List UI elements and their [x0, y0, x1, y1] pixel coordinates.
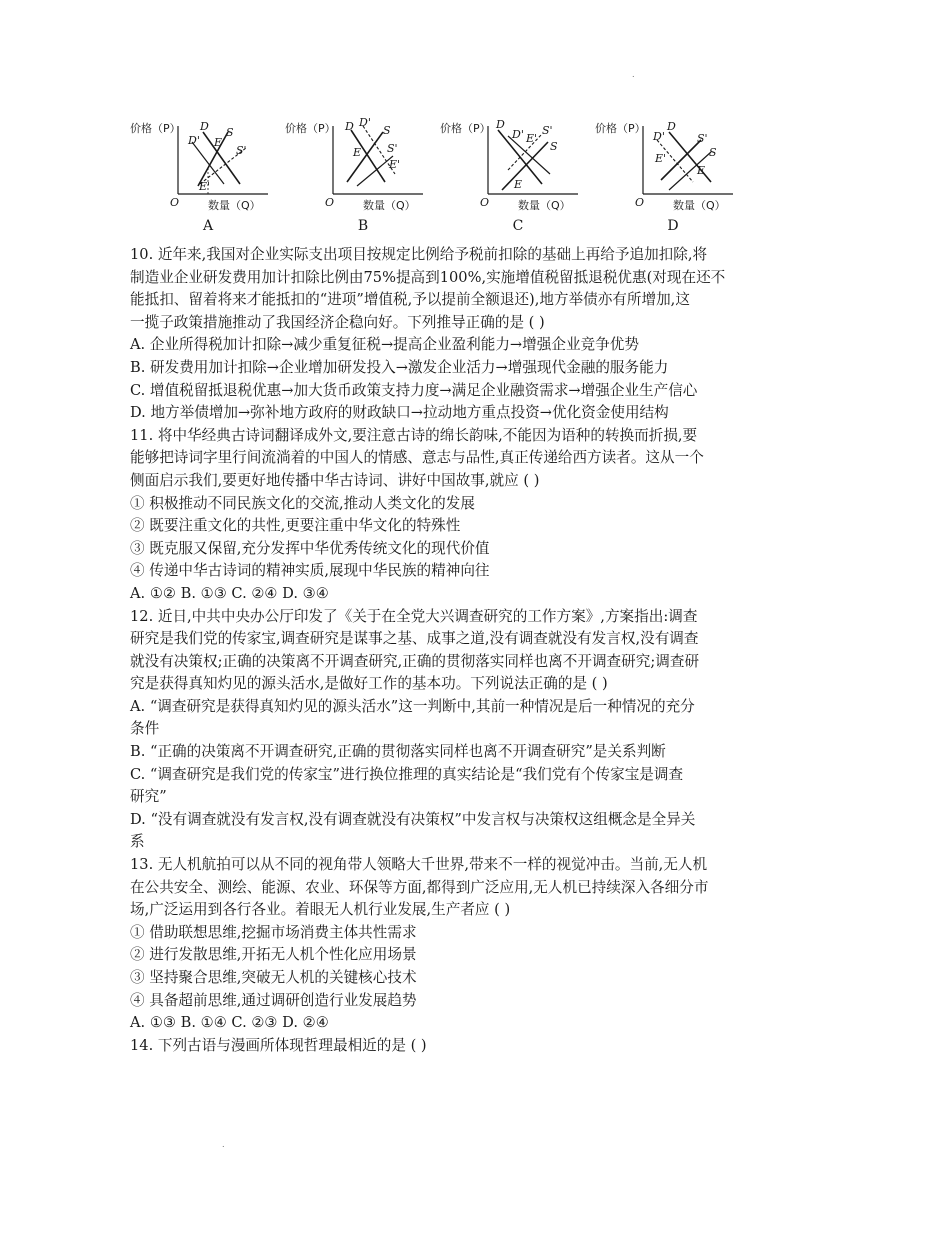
- graph-d-ylabel: 价格（P）: [595, 122, 646, 135]
- graph-d-origin: O: [635, 196, 645, 209]
- graph-a-ylabel: 价格（P）: [130, 122, 181, 135]
- graph-d-xlabel: 数量（Q）: [673, 199, 726, 212]
- graph-c: [438, 112, 588, 240]
- graph-d-label-d-prime: D': [653, 130, 665, 143]
- graph-a-origin: O: [170, 196, 180, 209]
- statement-line: ③ 既克服又保留,充分发挥中华优秀传统文化的现代价值: [130, 539, 490, 557]
- graph-c-label-e-prime: E': [526, 132, 538, 145]
- question-line: 一揽子政策措施推动了我国经济企稳向好。下列推导正确的是 ( ): [130, 313, 545, 331]
- option-line: D. “没有调查就没有发言权,没有调查就没有决策权”中发言权与决策权这组概念是全异关: [130, 810, 696, 828]
- graph-a-label-d: D: [200, 120, 209, 133]
- question-line: 能够把诗词字里行间流淌着的中国人的情感、意志与品性,真正传递给西方读者。这从一个: [130, 449, 704, 467]
- graph-a-label-s-prime: S': [236, 144, 247, 157]
- graph-b-xlabel: 数量（Q）: [363, 199, 416, 212]
- option-line: A. 企业所得税加计扣除→减少重复征税→提高企业盈利能力→增强企业竞争优势: [130, 336, 639, 354]
- graph-b: [283, 112, 433, 240]
- graph-b-plot: [283, 112, 433, 212]
- question-14: [130, 1035, 830, 1058]
- graph-d-label-e: E: [697, 164, 706, 177]
- option-line: C. “调查研究是我们党的传家宝”进行换位推理的真实结论是“我们党有个传家宝是调查: [130, 765, 684, 783]
- question-line: 就没有决策权;正确的决策离不开调查研究,正确的贯彻落实同样也离不开调查研究;调查研: [130, 652, 700, 670]
- graph-b-label-s: S: [383, 124, 391, 137]
- graph-a-plot: [128, 112, 278, 212]
- graph-d-label-e-prime: E': [655, 152, 667, 165]
- question-line: 究是获得真知灼见的源头活水,是做好工作的基本功。下列说法正确的是 ( ): [130, 675, 608, 693]
- graph-b-ylabel: 价格（P）: [285, 122, 336, 135]
- graph-c-label-d: D: [496, 118, 505, 131]
- stray-dot: .: [222, 1140, 225, 1149]
- question-line: 制造业企业研发费用加计扣除比例由75%提高到100%,实施增值税留抵退税优惠(对现在还不: [130, 268, 726, 286]
- statement-line: ④ 具备超前思维,通过调研创造行业发展趋势: [130, 991, 417, 1009]
- graph-d-caption: D: [667, 218, 679, 234]
- graph-a: [128, 112, 278, 240]
- option-line: A. “调查研究是获得真知灼见的源头活水”这一判断中,其前一种情况是后一种情况的充分: [130, 697, 695, 715]
- option-line: 研究”: [130, 788, 167, 806]
- question-12: [130, 606, 830, 855]
- supply-demand-graphs: [128, 112, 768, 240]
- graph-a-label-d-prime: D': [188, 134, 200, 147]
- question-line: 14. 下列古语与漫画所体现哲理最相近的是 ( ): [130, 1036, 427, 1054]
- option-line: 条件: [130, 720, 160, 738]
- graph-d-label-s-prime: S': [697, 132, 708, 145]
- statement-line: ④ 传递中华古诗词的精神实质,展现中华民族的精神向往: [130, 562, 490, 580]
- graph-d-label-s: S: [709, 146, 717, 159]
- statement-line: ② 既要注重文化的共性,更要注重中华文化的特殊性: [130, 517, 461, 535]
- graph-c-label-e: E: [514, 178, 523, 191]
- statement-line: ③ 坚持聚合思维,突破无人机的关键核心技术: [130, 969, 417, 986]
- option-line: A. ①③ B. ①④ C. ②③ D. ②④: [130, 1014, 329, 1032]
- question-line: 研究是我们党的传家宝,调查研究是谋事之基、成事之道,没有调查就没有发言权,没有调查: [130, 630, 699, 648]
- graph-c-ylabel: 价格（P）: [440, 122, 491, 135]
- graph-b-label-d: D: [345, 120, 354, 133]
- question-line: 在公共安全、测绘、能源、农业、环保等方面,都得到广泛应用,无人机已持续深入各细分市: [130, 878, 709, 896]
- graph-b-label-e-prime: E': [389, 158, 401, 171]
- graph-d: [593, 112, 743, 240]
- question-line: 能抵扣、留着将来才能抵扣的“进项”增值税,予以提前全额退还),地方举债亦有所增加,这: [130, 291, 690, 309]
- graph-c-label-d-prime: D': [512, 128, 524, 141]
- graph-c-xlabel: 数量（Q）: [518, 199, 571, 212]
- option-line: C. 增值税留抵退税优惠→加大货币政策支持力度→满足企业融资需求→增强企业生产信心: [130, 381, 698, 399]
- graph-b-label-e: E: [353, 146, 362, 159]
- question-13: [130, 854, 830, 1035]
- graph-c-plot: [438, 112, 588, 212]
- question-10: [130, 244, 830, 425]
- graph-a-xlabel: 数量（Q）: [208, 199, 261, 212]
- graph-c-origin: O: [480, 196, 490, 209]
- option-line: B. “正确的决策离不开调查研究,正确的贯彻落实同样也离不开调查研究”是关系判断: [130, 743, 666, 761]
- graph-b-origin: O: [325, 196, 335, 209]
- graph-b-label-s-prime: S': [387, 142, 398, 155]
- option-line: A. ①② B. ①③ C. ②④ D. ③④: [130, 584, 329, 602]
- graph-a-label-s: S: [226, 126, 234, 139]
- option-line: 系: [130, 833, 145, 851]
- statement-line: ① 积极推动不同民族文化的交流,推动人类文化的发展: [130, 494, 475, 512]
- graph-a-label-e-prime: E': [199, 180, 211, 193]
- graph-c-label-s: S: [550, 140, 558, 153]
- question-list: [130, 244, 830, 1057]
- option-line: D. 地方举债增加→弥补地方政府的财政缺口→拉动地方重点投资→优化资金使用结构: [130, 404, 669, 422]
- statement-line: ② 进行发散思维,开拓无人机个性化应用场景: [130, 946, 417, 964]
- stray-dot: .: [632, 70, 635, 79]
- graph-a-caption: A: [202, 218, 214, 234]
- question-line: 10. 近年来,我国对企业实际支出项目按规定比例给予税前扣除的基础上再给予追加扣除,将: [130, 246, 708, 263]
- graph-b-caption: B: [357, 218, 369, 234]
- graph-a-label-e: E: [214, 136, 223, 149]
- graph-b-label-d-prime: D': [359, 116, 371, 129]
- graph-c-label-s-prime: S': [542, 124, 553, 137]
- question-line: 场,广泛运用到各行各业。着眼无人机行业发展,生产者应 ( ): [130, 901, 511, 919]
- option-line: B. 研发费用加计扣除→企业增加研发投入→激发企业活力→增强现代金融的服务能力: [130, 358, 669, 376]
- question-line: 侧面启示我们,要更好地传播中华古诗词、讲好中国故事,就应 ( ): [130, 471, 540, 489]
- statement-line: ① 借助联想思维,挖掘市场消费主体共性需求: [130, 923, 417, 941]
- question-line: 12. 近日,中共中央办公厅印发了《关于在全党大兴调查研究的工作方案》,方案指出:调查: [130, 607, 698, 625]
- graph-d-label-d: D: [667, 120, 676, 133]
- graph-c-caption: C: [512, 218, 524, 234]
- graph-d-plot: [593, 112, 743, 212]
- question-line: 11. 将中华经典古诗词翻译成外文,要注意古诗的绵长韵味,不能因为语种的转换而折损,要: [130, 426, 698, 444]
- question-11: [130, 425, 830, 606]
- question-line: 13. 无人机航拍可以从不同的视角带人领略大千世界,带来不一样的视觉冲击。当前,无人机: [130, 856, 708, 874]
